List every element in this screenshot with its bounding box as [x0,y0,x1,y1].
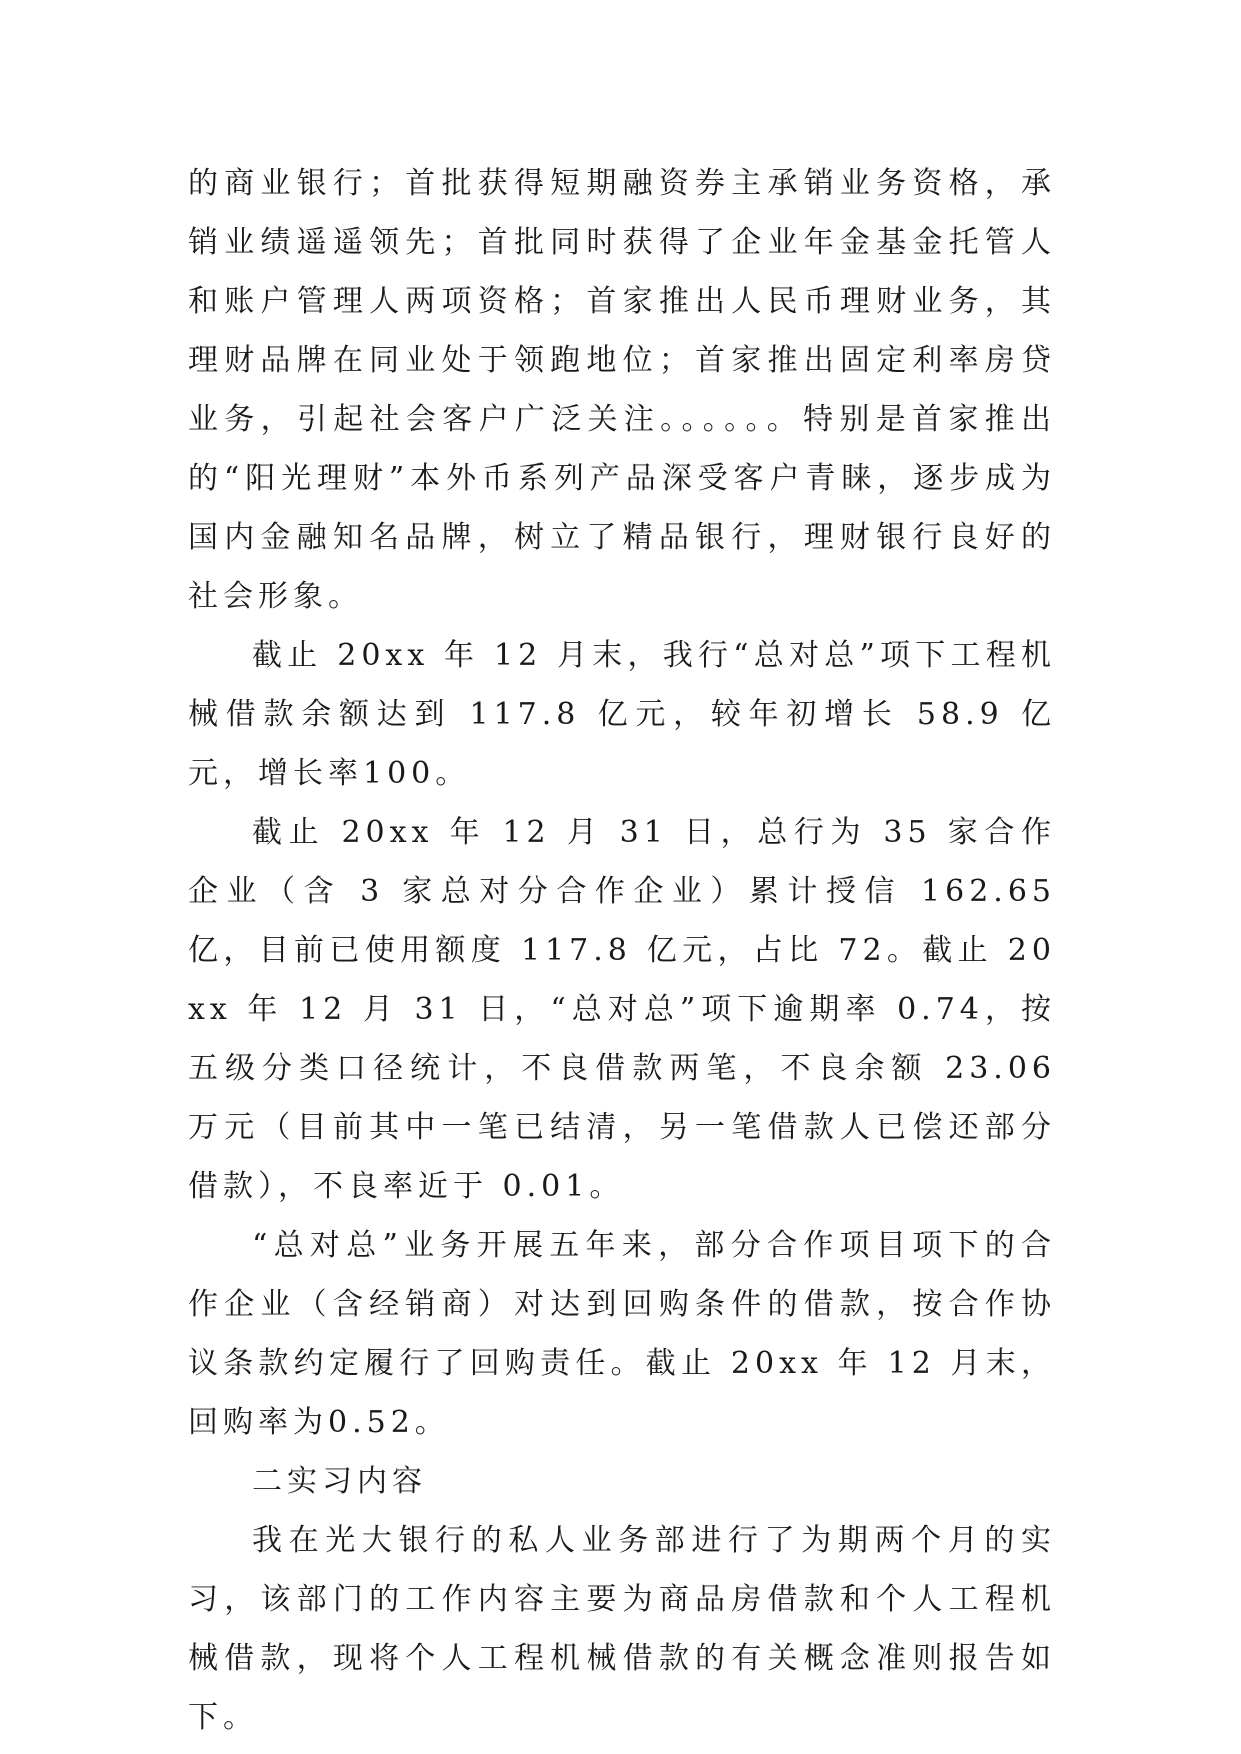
document-body [188,154,1056,1747]
paragraph-bank-firsts: 的商业银行；首批获得短期融资券主承销业务资格，承销业绩遥遥领先；首批同时获得了企业年金基金托管人和账户管理人两项资格；首家推出人民币理财业务，其理财品牌在同业处于领跑地位；首家推出固定利率房贷业务，引起社会客户广泛关注。。。。。。特别是首家推出的“阳光理财”本外币系列产品深受客户青睐，逐步成为国内金融知名品牌，树立了精品银行，理财银行良好的社会形象。 [188,166,1056,614]
section-heading-internship-content: 二实习内容 [252,1464,427,1499]
paragraph-internship-description: 我在光大银行的私人业务部进行了为期两个月的实习，该部门的工作内容主要为商品房借款和个人工程机械借款，现将个人工程机械借款的有关概念准则报告如下。 [188,1523,1056,1735]
paragraph-repurchase: “总对总”业务开展五年来，部分合作项目项下的合作企业（含经销商）对达到回购条件的借款，按合作协议条款约定履行了回购责任。截止 20xx 年 12 月末，回购率为0.52。 [188,1228,1056,1440]
paragraph-loan-balance: 截止 20xx 年 12 月末，我行“总对总”项下工程机械借款余额达到 117.8 亿元，较年初增长 58.9 亿元，增长率100。 [188,638,1056,791]
paragraph-credit-and-overdue: 截止 20xx 年 12 月 31 日，总行为 35 家合作企业（含 3 家总对分合作企业）累计授信 162.65 亿，目前已使用额度 117.8 亿元，占比 72。截止 20xx 年 12 月 31 日，“总对总”项下逾期率 0.74，按五级分类口径统计，不良借款两笔，不良余额 23.06 万元（目前其中一笔已结清，另一笔借款人已偿还部分借款），不良率近于 0.01。 [188,815,1056,1204]
